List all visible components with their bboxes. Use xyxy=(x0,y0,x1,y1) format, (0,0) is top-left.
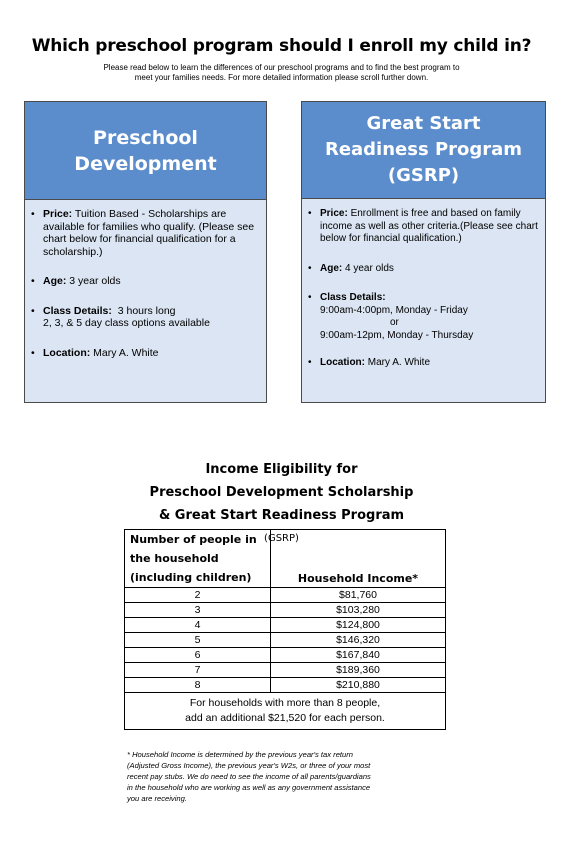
price-label: Price: xyxy=(320,208,348,219)
footnote-line: in the household who are working as well as any government assistance xyxy=(127,783,371,792)
class-details-label: Class Details: xyxy=(43,304,112,317)
age-label: Age: xyxy=(320,262,343,274)
location-item xyxy=(25,347,263,360)
people-cell: 8 xyxy=(125,678,271,693)
table-header-row xyxy=(125,530,446,588)
table-title-text: & Great Start Readiness Program xyxy=(158,508,405,523)
people-cell: 6 xyxy=(125,648,271,663)
intro-text xyxy=(60,63,503,83)
location-text: Mary A. White xyxy=(367,357,431,368)
income-cell: $146,320 xyxy=(271,633,446,648)
gsrp-details-list xyxy=(302,208,542,370)
income-column-header: Household Income* xyxy=(271,530,446,588)
class-details-or: or xyxy=(390,317,399,328)
location-text: Mary A. White xyxy=(93,346,159,359)
table-title-abbr: (GSRP) xyxy=(264,533,299,544)
footer-line: For households with more than 8 people, xyxy=(189,697,381,709)
preschool-development-card xyxy=(24,101,267,403)
age-item xyxy=(25,275,263,288)
table-row xyxy=(125,633,446,648)
header-line: the household xyxy=(130,552,219,565)
class-details-item xyxy=(302,292,542,342)
class-details-text: 9:00am-4:00pm, Monday - Friday xyxy=(320,304,468,316)
footer-line: add an additional $21,520 for each person. xyxy=(185,712,385,724)
heading-line: Readiness Program xyxy=(324,139,523,160)
price-text: Enrollment is free and based on family income as well as other criteria.(Please see chart below for financial qualification.) xyxy=(320,208,538,244)
income-cell: $210,880 xyxy=(271,678,446,693)
income-cell: $189,360 xyxy=(271,663,446,678)
price-item xyxy=(25,208,263,258)
age-item xyxy=(302,263,542,276)
table-title-line: Preschool Development Scholarship xyxy=(149,485,414,500)
intro-line: meet your families needs. For more detailed information please scroll further down. xyxy=(134,73,429,82)
location-label: Location: xyxy=(320,357,365,368)
heading-line: Great Start xyxy=(366,113,481,134)
header-line: (including children) xyxy=(130,571,252,584)
gsrp-card xyxy=(301,101,546,403)
price-item xyxy=(302,208,542,246)
table-row xyxy=(125,603,446,618)
price-text: Tuition Based - Scholarships are available for families who qualify. (Please see chart below for financial qualification for a scholarship.) xyxy=(43,208,255,258)
class-details-item xyxy=(25,305,263,330)
page-title: Which preschool program should I enroll my child in? xyxy=(31,36,532,56)
people-cell: 2 xyxy=(125,588,271,603)
income-eligibility-table xyxy=(124,529,446,730)
table-footer-row xyxy=(125,693,446,730)
people-cell: 3 xyxy=(125,603,271,618)
income-footnote xyxy=(127,749,447,804)
footnote-line: recent pay stubs. We do need to see the income of all parents/guardians xyxy=(127,772,371,781)
income-cell: $167,840 xyxy=(271,648,446,663)
heading-line: (GSRP) xyxy=(387,165,460,186)
table-title-line: Income Eligibility for xyxy=(205,462,358,477)
table-footer-cell xyxy=(125,693,446,730)
preschool-development-heading xyxy=(25,102,266,200)
people-cell: 5 xyxy=(125,633,271,648)
people-cell: 4 xyxy=(125,618,271,633)
table-row xyxy=(125,678,446,693)
people-cell: 7 xyxy=(125,663,271,678)
gsrp-heading xyxy=(302,102,545,199)
income-cell: $103,280 xyxy=(271,603,446,618)
table-row xyxy=(125,588,446,603)
income-cell: $81,760 xyxy=(271,588,446,603)
table-row xyxy=(125,648,446,663)
intro-line: Please read below to learn the differences of our preschool programs and to find the best program to xyxy=(103,63,460,72)
income-cell: $124,800 xyxy=(271,618,446,633)
table-row xyxy=(125,618,446,633)
age-label: Age: xyxy=(43,275,67,287)
header-line: Number of people in xyxy=(130,533,257,546)
footnote-line: (Adjusted Gross Income), the previous year's W2s, or three of your most xyxy=(127,761,371,770)
location-item xyxy=(302,357,542,370)
table-row xyxy=(125,663,446,678)
location-label: Location: xyxy=(43,346,91,359)
class-details-label: Class Details: xyxy=(320,292,386,303)
preschool-details-list xyxy=(25,208,263,359)
class-details-text: 3 hours long xyxy=(117,304,176,317)
people-column-header xyxy=(125,530,271,588)
heading-line: Preschool xyxy=(93,126,198,149)
footnote-line: you are receiving. xyxy=(127,794,187,803)
footnote-line: * Household Income is determined by the previous year's tax return xyxy=(127,750,354,759)
class-details-text: 2, 3, & 5 day class options available xyxy=(43,317,210,329)
price-label: Price: xyxy=(43,208,73,220)
age-text: 4 year olds xyxy=(345,262,394,274)
heading-line: Development xyxy=(74,152,217,175)
class-details-text: 9:00am-12pm, Monday - Thursday xyxy=(320,329,474,341)
age-text: 3 year olds xyxy=(69,275,121,287)
